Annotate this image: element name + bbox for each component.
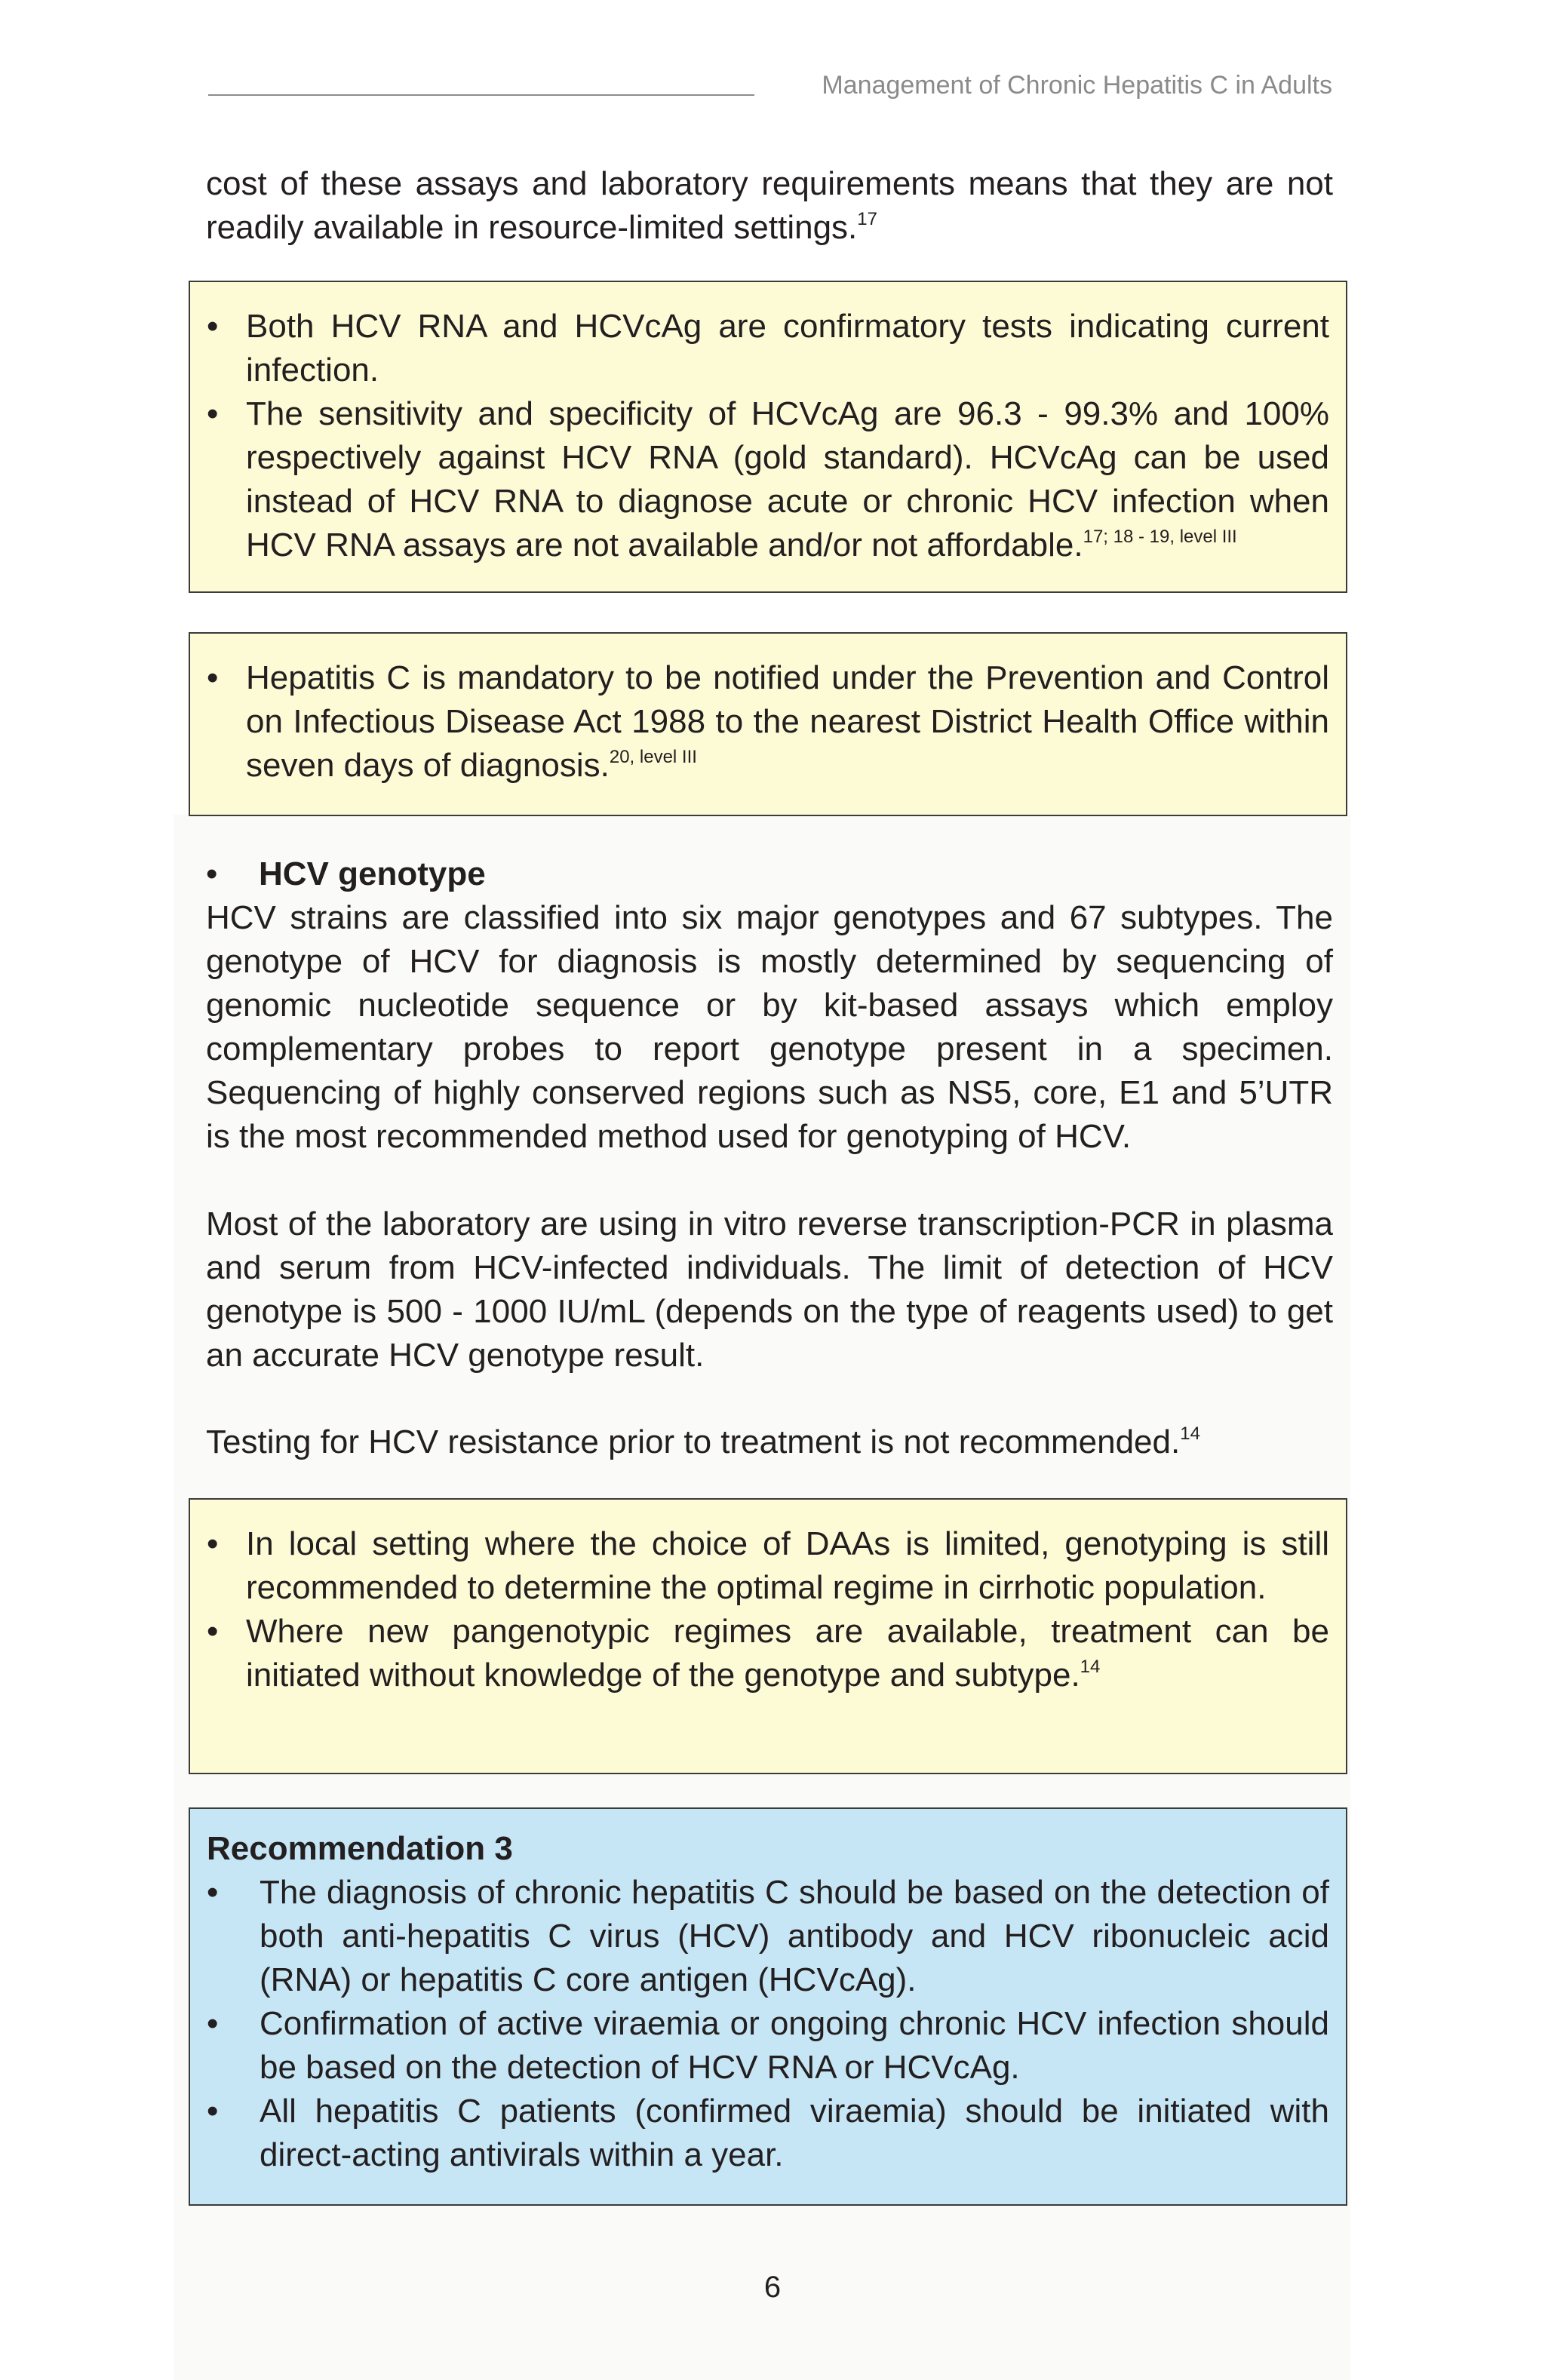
reference-superscript: 14 [1180,1423,1200,1444]
bullet-glyph: • [207,2093,219,2130]
bullet-glyph: • [207,1525,219,1562]
section-heading-hcv-genotype: • HCV genotype [206,852,1333,896]
recommendation-title: Recommendation 3 [207,1830,513,1867]
genotype-paragraph-3: Testing for HCV resistance prior to treatment is not recommended.$^{14}$ [206,1423,1200,1460]
key-message-item: • Both HCV RNA and HCVcAg are confirmatory tests indicating current infection. [207,305,1329,392]
intro-paragraph [206,162,1333,250]
key-message-item: • Where new pangenotypic regimes are available, treatment can be initiated without knowledge of the genotype and subtype.$^{14}$ [207,1610,1329,1697]
recommendation-item: • All hepatitis C patients (confirmed viraemia) should be initiated with direct-acting antivirals within a year. [207,2090,1329,2177]
bullet-glyph: • [207,1613,219,1650]
bullet-glyph: • [207,308,219,345]
key-message-box-confirmatory-tests [189,281,1347,593]
running-header: Management of Chronic Hepatitis C in Adults [822,71,1332,100]
header-rule [208,94,754,96]
key-message-item: • Hepatitis C is mandatory to be notified under the Prevention and Control on Infectious Disease Act 1988 to the nearest District Health Office within seven days of diagnosis.$^{20, level III}$ [207,656,1329,788]
page-number: 6 [763,2271,782,2304]
key-message-box-genotyping [189,1498,1347,1774]
key-message-item: • The sensitivity and specificity of HCVcAg are 96.3 - 99.3% and 100% respectively against HCV RNA (gold standard). HCVcAg can be used instead of HCV RNA to diagnose acute or chronic HCV infection when HCV RNA assays are not available and/or not affordable.$^{17; 18 - 19, level III}$ [207,392,1329,567]
recommendation-item: • The diagnosis of chronic hepatitis C should be based on the detection of both anti-hepatitis C virus (HCV) antibody and HCV ribonucleic acid (RNA) or hepatitis C core antigen (HCVcAg). [207,1871,1329,2002]
key-message-item: • In local setting where the choice of DAAs is limited, genotyping is still recommended to determine the optimal regime in cirrhotic population. [207,1522,1329,1610]
genotype-paragraph-2: Most of the laboratory are using in vitro reverse transcription-PCR in plasma and serum from HCV-infected individuals. The limit of detection of HCV genotype is 500 - 1000 IU/mL (depends on the type of reagents used) to get an accurate HCV genotype result. [206,1205,1333,1374]
bullet-glyph: • [207,659,219,696]
key-message-box-notification [189,632,1347,816]
bullet-glyph: • [207,1874,219,1911]
bullet-glyph: • [207,395,219,432]
reference-superscript: 20, level III [609,747,697,767]
recommendation-box [189,1807,1347,2206]
recommendation-item: • Confirmation of active viraemia or ongoing chronic HCV infection should be based on the detection of HCV RNA or HCVcAg. [207,2002,1329,2090]
genotype-paragraph-1: HCV strains are classified into six major genotypes and 67 subtypes. The genotype of HCV for diagnosis is mostly determined by sequencing of genomic nucleotide sequence or by kit-based assays which employ complementary probes to report genotype present in a specimen. Sequencing of highly conserved regions such as NS5, core, E1 and 5’UTR is the most recommended method used for genotyping of HCV. [206,899,1333,1155]
bullet-glyph: • [207,2005,219,2042]
reference-superscript: 14 [1080,1657,1101,1677]
reference-superscript: 17; 18 - 19, level III [1083,527,1237,547]
intro-reference: 17 [857,209,877,229]
bullet-glyph: • [206,855,218,892]
intro-text: cost of these assays and laboratory requirements means that they are not readily available in resource-limited settings. [206,165,1333,246]
